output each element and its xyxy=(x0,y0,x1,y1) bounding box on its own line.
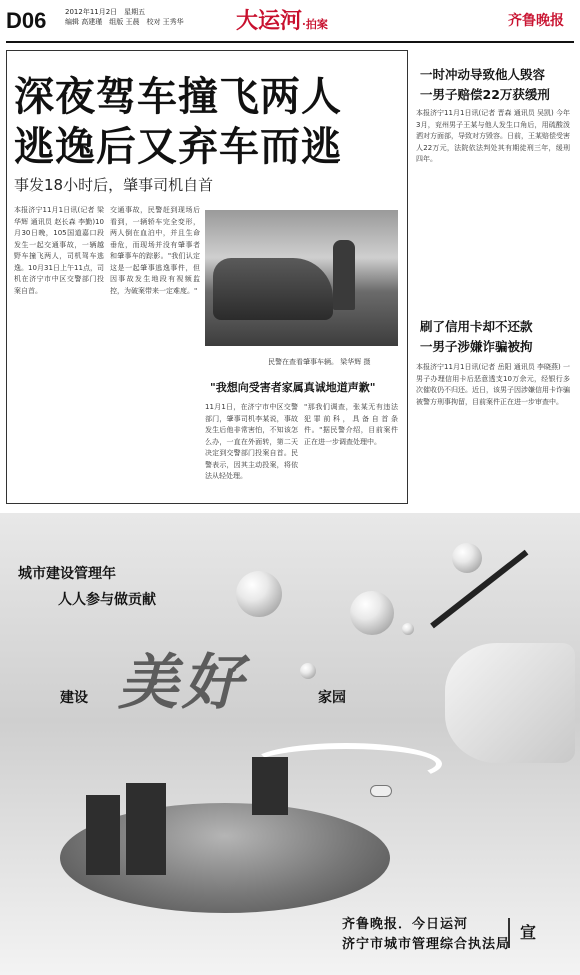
sidebar-stories xyxy=(412,50,574,502)
ad-tag: 宣 xyxy=(508,918,546,948)
story-column-3: 11月1日，在济宁市中区交警部门，肇事司机李某说，事故发生后他非常害怕，不知该怎么办，一直在外面转，第二天决定到交警部门投案自首。民警表示，因其主动投案，将依法从轻处理。 xyxy=(205,403,298,480)
news-photo xyxy=(205,210,398,346)
main-subhead: 事发18小时后，肇事司机自首 xyxy=(14,176,214,194)
ad-big-calligraphy: 美好 xyxy=(118,648,246,718)
story-column-1: 本报济宁11月1日讯(记者 梁华辉 通讯员 赵长森 李勤)10月30日晚，105国道嘉口段发生一起交通事故，一辆越野车撞飞两人，司机驾车逃逸。10月31日上午11点，司机在济宁市中区交警部门投案自首。 xyxy=(14,206,104,295)
newspaper-name: 齐鲁晚报 xyxy=(508,13,564,29)
page-number: D06 xyxy=(6,8,47,33)
headline-line-2: 逃逸后又弃车而逃 xyxy=(14,124,342,170)
story-column-4: "那我们调查，张某无有违法犯罪前科，具备自首条件。"据民警介绍，目前案件正在进一步调查处理中。 xyxy=(304,403,398,446)
ad-slogan-1: 城市建设管理年 xyxy=(18,566,116,582)
section-sub: ·拍案 xyxy=(302,18,328,31)
photo-caption: 民警在查看肇事车辆。 梁华辉 摄 xyxy=(268,358,371,366)
story1-title-2: 一男子赔偿22万获缓刑 xyxy=(420,87,550,102)
page-header xyxy=(0,0,580,44)
ad-suffix: 家园 xyxy=(318,690,346,706)
story2-title-1: 刷了信用卡却不还款 xyxy=(420,319,533,334)
story-column-2: 交通事故，民警赶到现场后看到，一辆轿车完全变形，两人倒在血泊中，并且生命垂危，而现场并没有肇事者和肇事车的踪影。"我们认定这是一起肇事逃逸事件，但因事故发生地段有视频监控，为破案带来一定难度。" xyxy=(110,206,200,295)
story1-body: 本报济宁11月1日讯(记者 晋森 通讯员 吴凯) 今年3月，兖州男子王某与他人发生口角后，用硫酸泼洒对方面部，导致对方毁容。日前，王某赔偿受害人22万元，法院依法判处其有期徒刑三年，缓刑四年。 xyxy=(416,109,570,163)
public-service-ad xyxy=(0,513,580,975)
ad-prefix: 建设 xyxy=(60,690,88,706)
section-name: 大运河 xyxy=(236,8,303,34)
hand-icon xyxy=(445,643,575,763)
bubble-icon xyxy=(452,543,482,573)
car-icon xyxy=(370,785,392,797)
section-brand xyxy=(236,4,328,35)
building-icon xyxy=(252,757,288,815)
building-icon xyxy=(126,783,166,875)
bubble-icon xyxy=(300,663,316,679)
police-officer-figure xyxy=(333,240,355,310)
ad-org-line-2: 济宁市城市管理综合执法局 xyxy=(342,937,511,952)
issue-date: 2012年11月2日 星期五 xyxy=(65,8,146,16)
bubble-icon xyxy=(236,571,282,617)
building-icon xyxy=(86,795,120,875)
story2-body: 本报济宁11月1日讯(记者 岳阳 通讯员 李晓燕) 一男子办理信用卡后恶意透支10万余元，经银行多次催收仍不归还。近日，该男子因涉嫌信用卡诈骗被警方刑事拘留，目前案件正在进一步审查中。 xyxy=(416,363,570,406)
pull-quote: "我想向受害者家属真诚地道声歉" xyxy=(210,381,376,394)
header-rule xyxy=(6,41,574,43)
ad-slogan-2: 人人参与做贡献 xyxy=(58,592,156,608)
bubble-icon xyxy=(402,623,414,635)
story2-title-2: 一男子涉嫌诈骗被拘 xyxy=(420,339,533,354)
story1-title-1: 一时冲动导致他人毁容 xyxy=(420,67,546,82)
bubble-icon xyxy=(350,591,394,635)
damaged-car xyxy=(213,258,333,320)
headline-line-1: 深夜驾车撞飞两人 xyxy=(14,74,342,120)
main-headline xyxy=(14,72,342,172)
header-meta xyxy=(65,7,235,27)
ad-org-line-1: 齐鲁晚报．今日运河 xyxy=(342,917,469,932)
editor-credits: 编辑 高建瑾 组版 王晨 校对 王秀华 xyxy=(65,18,184,26)
